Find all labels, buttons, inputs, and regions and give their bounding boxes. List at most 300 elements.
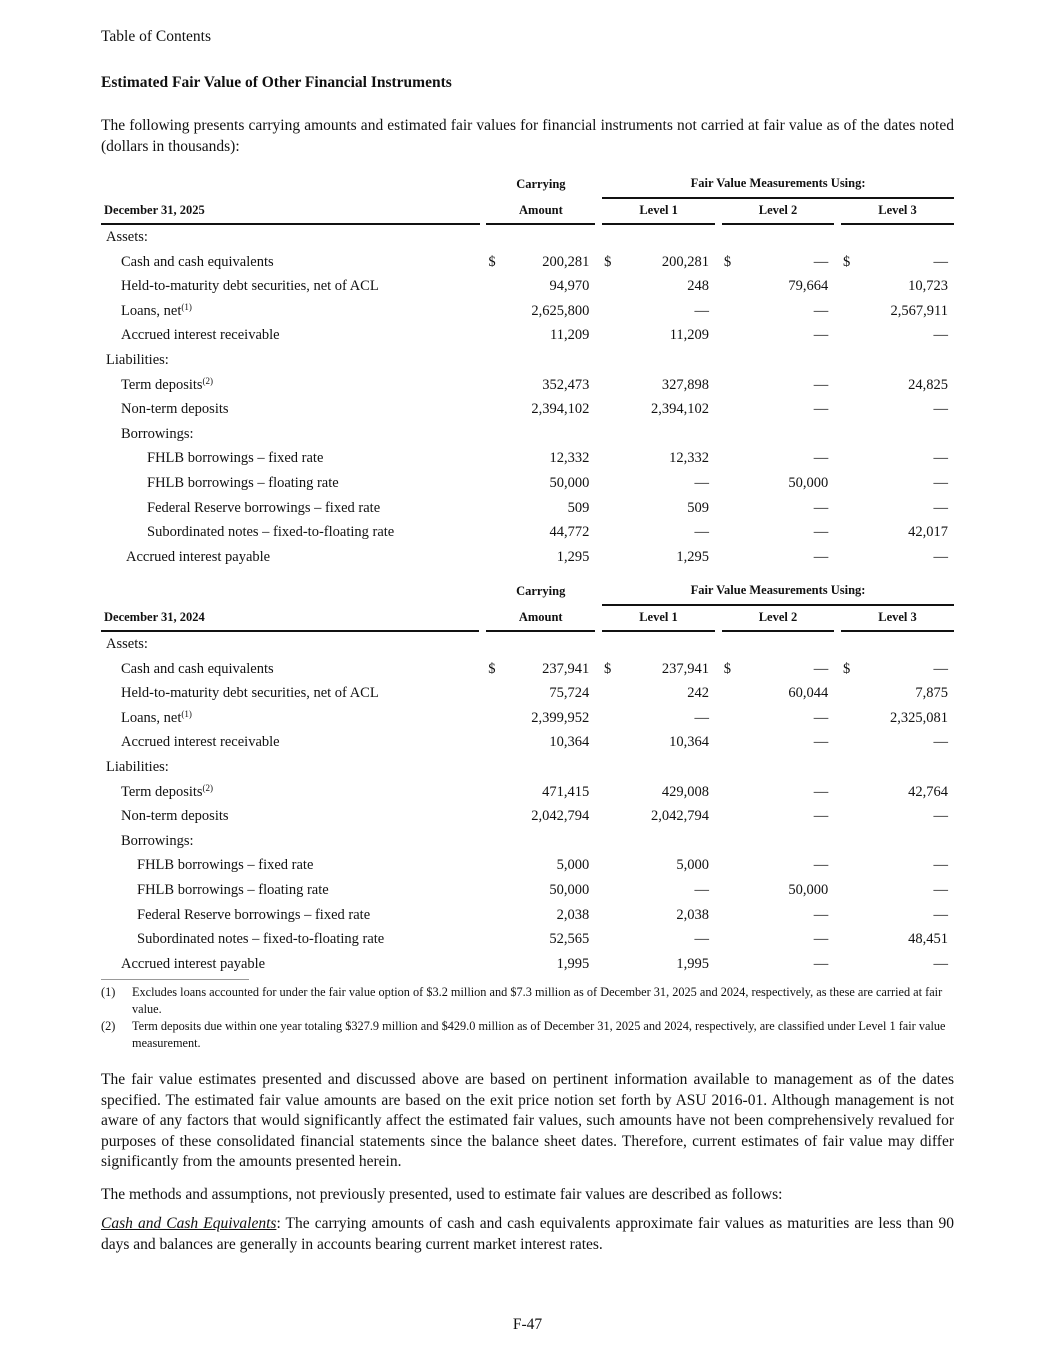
column-gap bbox=[480, 496, 487, 521]
currency-symbol bbox=[722, 706, 740, 731]
value-level3: 42,764 bbox=[908, 783, 948, 800]
footnote-reference: (1) bbox=[181, 301, 192, 312]
column-gap bbox=[479, 878, 486, 903]
currency-symbol bbox=[602, 274, 620, 299]
intro-paragraph: The following presents carrying amounts and estimated fair values for financial instruments not carried at fair value as of the dates noted (dollars in thousands): bbox=[101, 117, 954, 155]
table-row-loans bbox=[101, 299, 954, 324]
column-gap bbox=[595, 854, 602, 879]
currency-symbol: $ bbox=[723, 253, 732, 270]
table-row-htm bbox=[101, 274, 954, 299]
column-gap bbox=[480, 397, 487, 422]
value-level1: 1,995 bbox=[676, 955, 709, 972]
currency-symbol bbox=[486, 878, 504, 903]
currency-symbol bbox=[486, 299, 504, 324]
table-row-subnotes bbox=[101, 927, 954, 952]
currency-symbol bbox=[486, 324, 504, 349]
column-gap bbox=[595, 496, 602, 521]
currency-symbol: $ bbox=[488, 253, 496, 270]
fair-value-group-header: Fair Value Measurements Using: bbox=[602, 578, 954, 606]
column-gap bbox=[595, 681, 602, 706]
column-gap bbox=[479, 706, 486, 731]
table-row-htm bbox=[101, 681, 954, 706]
level1-header: Level 1 bbox=[602, 199, 715, 226]
column-gap bbox=[834, 447, 841, 472]
currency-symbol: $ bbox=[843, 253, 851, 270]
footnote-2 bbox=[101, 1018, 954, 1051]
currency-symbol bbox=[841, 927, 859, 952]
currency-symbol bbox=[486, 952, 504, 977]
currency-symbol bbox=[722, 496, 740, 521]
row-label-text: Accrued interest receivable bbox=[121, 734, 280, 751]
row-label-text: Cash and cash equivalents bbox=[121, 660, 274, 677]
column-gap bbox=[834, 471, 841, 496]
value-carrying-amount: 50,000 bbox=[549, 474, 590, 491]
column-gap bbox=[480, 299, 487, 324]
table-row-frb-fixed bbox=[101, 496, 954, 521]
value-level2: — bbox=[813, 709, 829, 726]
value-level3: — bbox=[933, 253, 948, 270]
column-gap bbox=[715, 274, 722, 299]
value-level2: — bbox=[813, 955, 829, 972]
row-label bbox=[101, 250, 480, 275]
row-label bbox=[101, 780, 479, 805]
liabilities-section-label bbox=[101, 755, 954, 780]
column-gap bbox=[595, 731, 602, 756]
value-level1: — bbox=[694, 709, 709, 726]
currency-symbol bbox=[841, 447, 859, 472]
column-gap bbox=[834, 373, 841, 398]
column-gap bbox=[715, 373, 722, 398]
value-level3: 48,451 bbox=[908, 931, 948, 948]
row-label-text: Non-term deposits bbox=[121, 401, 229, 418]
value-level3: — bbox=[933, 881, 948, 898]
row-label-text: FHLB borrowings – floating rate bbox=[137, 881, 329, 898]
row-label-text: Term deposits bbox=[121, 376, 203, 393]
value-level3: — bbox=[933, 548, 948, 565]
level3-header: Level 3 bbox=[841, 606, 954, 633]
column-gap bbox=[595, 706, 602, 731]
value-level1: — bbox=[694, 302, 710, 319]
value-carrying-amount: 471,415 bbox=[542, 783, 590, 800]
currency-symbol bbox=[486, 903, 504, 928]
value-level2: — bbox=[813, 376, 829, 393]
value-carrying-amount: 5,000 bbox=[556, 857, 590, 874]
assets-section-label bbox=[101, 225, 954, 250]
currency-symbol bbox=[602, 397, 620, 422]
row-label bbox=[101, 927, 479, 952]
column-gap bbox=[480, 250, 487, 275]
column-gap bbox=[715, 496, 722, 521]
footnote-text: Term deposits due within one year totaling $327.9 million and $429.0 million as of December 31, 2025 and 2024, respectively, are classified under Level 1 fair value measurement. bbox=[132, 1019, 946, 1050]
column-gap bbox=[834, 804, 841, 829]
column-gap bbox=[834, 854, 841, 879]
borrowings-section-label bbox=[101, 829, 954, 854]
column-gap bbox=[715, 324, 722, 349]
column-gap bbox=[595, 952, 602, 977]
currency-symbol: $ bbox=[723, 660, 732, 677]
row-label bbox=[101, 545, 480, 570]
row-label bbox=[101, 731, 479, 756]
table-row-subnotes bbox=[101, 520, 954, 545]
row-label-text: FHLB borrowings – floating rate bbox=[147, 474, 339, 491]
currency-symbol bbox=[602, 854, 620, 879]
cash-equivalents-heading: Cash and Cash Equivalents bbox=[101, 1215, 277, 1232]
value-level2: — bbox=[813, 734, 829, 751]
currency-symbol bbox=[486, 496, 504, 521]
table-row-frb-fixed bbox=[101, 903, 954, 928]
column-gap bbox=[834, 274, 841, 299]
row-label-text: Federal Reserve borrowings – fixed rate bbox=[137, 906, 371, 923]
currency-symbol bbox=[486, 731, 504, 756]
currency-symbol bbox=[841, 471, 859, 496]
value-carrying-amount: 11,209 bbox=[550, 327, 590, 344]
table-row-fhlb-float bbox=[101, 471, 954, 496]
value-level2: 79,664 bbox=[788, 278, 829, 295]
value-carrying-amount: 10,364 bbox=[549, 734, 590, 751]
level2-header: Level 2 bbox=[722, 199, 834, 226]
currency-symbol bbox=[602, 731, 620, 756]
value-level3: 2,325,081 bbox=[890, 709, 948, 726]
column-gap bbox=[715, 927, 722, 952]
column-gap bbox=[479, 854, 486, 879]
currency-symbol bbox=[602, 324, 620, 349]
row-label-text: Accrued interest payable bbox=[121, 955, 266, 972]
column-gap bbox=[480, 447, 487, 472]
column-gap bbox=[480, 274, 487, 299]
table-row-term bbox=[101, 780, 954, 805]
row-label bbox=[101, 681, 479, 706]
currency-symbol bbox=[841, 299, 859, 324]
page-number: F-47 bbox=[512, 1316, 543, 1333]
value-level3: — bbox=[933, 906, 948, 923]
currency-symbol: $ bbox=[604, 660, 612, 677]
column-gap bbox=[834, 681, 841, 706]
value-level2: — bbox=[813, 524, 829, 541]
table-row-cash bbox=[101, 250, 954, 275]
currency-symbol bbox=[602, 804, 620, 829]
column-gap bbox=[834, 780, 841, 805]
column-gap bbox=[479, 657, 486, 682]
column-gap bbox=[715, 397, 722, 422]
currency-symbol bbox=[602, 471, 620, 496]
table-row-nonterm bbox=[101, 804, 954, 829]
currency-symbol bbox=[722, 545, 740, 570]
table-row-loans bbox=[101, 706, 954, 731]
column-gap bbox=[715, 299, 722, 324]
currency-symbol bbox=[602, 520, 620, 545]
value-level3: 42,017 bbox=[908, 524, 948, 541]
currency-symbol bbox=[841, 952, 859, 977]
value-level1: 242 bbox=[687, 685, 709, 702]
value-level3: 24,825 bbox=[908, 376, 948, 393]
value-level3: — bbox=[933, 499, 948, 516]
value-level1: 327,898 bbox=[661, 376, 710, 393]
column-gap bbox=[595, 324, 602, 349]
column-gap bbox=[715, 681, 722, 706]
liabilities-section-label-text: Liabilities: bbox=[106, 758, 169, 775]
row-label-text: Held-to-maturity debt securities, net of ACL bbox=[121, 278, 379, 295]
value-level1: 200,281 bbox=[661, 253, 710, 270]
currency-symbol bbox=[841, 496, 859, 521]
currency-symbol bbox=[722, 520, 740, 545]
row-label bbox=[101, 854, 479, 879]
currency-symbol bbox=[841, 520, 859, 545]
footnote-divider bbox=[101, 979, 249, 980]
row-label bbox=[101, 397, 480, 422]
value-level2: — bbox=[813, 783, 829, 800]
section-title: Estimated Fair Value of Other Financial Instruments bbox=[101, 74, 452, 91]
column-gap bbox=[595, 520, 602, 545]
currency-symbol bbox=[841, 731, 859, 756]
column-gap bbox=[595, 447, 602, 472]
assets-section-label-text: Assets: bbox=[106, 228, 148, 245]
column-gap bbox=[834, 496, 841, 521]
value-level2: — bbox=[813, 450, 829, 467]
column-gap bbox=[595, 927, 602, 952]
value-carrying-amount: 237,941 bbox=[542, 660, 590, 677]
column-gap bbox=[479, 952, 486, 977]
row-label-text: Subordinated notes – fixed-to-floating rate bbox=[137, 931, 385, 948]
column-gap bbox=[480, 324, 487, 349]
column-gap bbox=[595, 780, 602, 805]
value-level3: 2,567,911 bbox=[890, 302, 948, 319]
value-level3: — bbox=[933, 857, 948, 874]
currency-symbol bbox=[841, 373, 859, 398]
currency-symbol bbox=[602, 952, 620, 977]
currency-symbol bbox=[722, 903, 740, 928]
value-level1: 248 bbox=[687, 278, 710, 295]
column-gap bbox=[834, 299, 841, 324]
column-gap bbox=[479, 804, 486, 829]
column-gap bbox=[834, 324, 841, 349]
row-label-text: Accrued interest payable bbox=[126, 548, 271, 565]
value-level1: 2,038 bbox=[676, 906, 709, 923]
column-gap bbox=[715, 250, 722, 275]
footnote-marker: (1) bbox=[101, 985, 116, 999]
value-level3: 10,723 bbox=[908, 278, 948, 295]
borrowings-section-label-text: Borrowings: bbox=[121, 832, 194, 849]
table-of-contents-link[interactable]: Table of Contents bbox=[101, 28, 211, 45]
value-level2: — bbox=[813, 302, 829, 319]
cash-equivalents-text: : The carrying amounts of cash and cash equivalents approximate fair values as maturities are less than 90 days and balances are generally in accounts bearing current market interest rates. bbox=[101, 1215, 954, 1253]
currency-symbol bbox=[486, 397, 504, 422]
currency-symbol: $ bbox=[843, 660, 851, 677]
currency-symbol bbox=[486, 447, 504, 472]
value-carrying-amount: 2,042,794 bbox=[531, 808, 590, 825]
column-gap bbox=[480, 373, 487, 398]
column-gap bbox=[834, 706, 841, 731]
currency-symbol bbox=[602, 545, 620, 570]
currency-symbol bbox=[486, 471, 504, 496]
carrying-header-line1: Carrying bbox=[516, 583, 566, 598]
currency-symbol bbox=[722, 471, 740, 496]
value-level1: — bbox=[694, 931, 709, 948]
row-label bbox=[101, 496, 480, 521]
currency-symbol bbox=[602, 903, 620, 928]
row-label bbox=[101, 471, 480, 496]
currency-symbol bbox=[486, 854, 504, 879]
value-level2: — bbox=[813, 253, 829, 270]
value-carrying-amount: 2,038 bbox=[556, 906, 590, 923]
footnote-reference: (1) bbox=[181, 708, 192, 719]
column-gap bbox=[715, 804, 722, 829]
value-level3: — bbox=[933, 734, 948, 751]
liabilities-section-label bbox=[101, 348, 954, 373]
value-level1: 2,042,794 bbox=[650, 808, 709, 825]
currency-symbol bbox=[722, 927, 740, 952]
assets-section-label-text: Assets: bbox=[106, 635, 148, 652]
value-level1: 12,332 bbox=[669, 450, 710, 467]
column-gap bbox=[595, 903, 602, 928]
row-label-text: Held-to-maturity debt securities, net of ACL bbox=[121, 685, 379, 702]
column-gap bbox=[715, 878, 722, 903]
value-level2: — bbox=[813, 327, 829, 344]
footnote-reference: (2) bbox=[202, 782, 214, 793]
value-carrying-amount: 2,399,952 bbox=[531, 709, 590, 726]
value-carrying-amount: 352,473 bbox=[542, 376, 590, 393]
row-label bbox=[101, 952, 479, 977]
currency-symbol bbox=[602, 373, 620, 398]
table-date-header: December 31, 2024 bbox=[101, 606, 479, 633]
column-gap bbox=[715, 854, 722, 879]
currency-symbol bbox=[841, 274, 859, 299]
currency-symbol bbox=[841, 706, 859, 731]
footnote-marker: (2) bbox=[101, 1019, 116, 1033]
methods-paragraph: The methods and assumptions, not previously presented, used to estimate fair values are described as follows: bbox=[101, 1186, 783, 1203]
column-gap bbox=[715, 952, 722, 977]
column-gap bbox=[715, 447, 722, 472]
fair-value-group-header: Fair Value Measurements Using: bbox=[602, 171, 954, 199]
column-gap bbox=[834, 903, 841, 928]
row-label-text: Subordinated notes – fixed-to-floating rate bbox=[147, 524, 395, 541]
value-level1: 11,209 bbox=[669, 327, 710, 344]
carrying-header-line2: Amount bbox=[486, 199, 595, 226]
value-carrying-amount: 44,772 bbox=[549, 524, 590, 541]
currency-symbol bbox=[486, 681, 504, 706]
fair-value-table-2024 bbox=[101, 578, 954, 977]
currency-symbol: $ bbox=[604, 253, 612, 270]
value-carrying-amount: 50,000 bbox=[549, 881, 590, 898]
column-gap bbox=[595, 397, 602, 422]
column-gap bbox=[479, 681, 486, 706]
column-gap bbox=[595, 878, 602, 903]
table-row-aip bbox=[101, 952, 954, 977]
row-label-text: Loans, net bbox=[121, 709, 182, 726]
currency-symbol bbox=[841, 804, 859, 829]
currency-symbol bbox=[841, 878, 859, 903]
column-gap bbox=[715, 780, 722, 805]
column-gap bbox=[834, 250, 841, 275]
column-gap bbox=[595, 657, 602, 682]
value-level2: — bbox=[813, 548, 829, 565]
value-level3: — bbox=[933, 808, 948, 825]
table-row-air bbox=[101, 731, 954, 756]
currency-symbol: $ bbox=[488, 660, 496, 677]
column-gap bbox=[834, 657, 841, 682]
value-level1: 10,364 bbox=[669, 734, 709, 751]
value-carrying-amount: 52,565 bbox=[549, 931, 590, 948]
currency-symbol bbox=[841, 854, 859, 879]
value-level2: — bbox=[813, 401, 829, 418]
column-gap bbox=[715, 706, 722, 731]
currency-symbol bbox=[486, 804, 504, 829]
value-level2: — bbox=[813, 808, 829, 825]
column-gap bbox=[479, 731, 486, 756]
value-level2: 50,000 bbox=[788, 474, 829, 491]
value-level1: 429,008 bbox=[661, 783, 709, 800]
currency-symbol bbox=[841, 903, 859, 928]
value-level3: — bbox=[933, 955, 948, 972]
level3-header: Level 3 bbox=[841, 199, 954, 226]
fair-value-table-2025 bbox=[101, 171, 954, 570]
column-gap bbox=[715, 903, 722, 928]
row-label bbox=[101, 299, 480, 324]
column-gap bbox=[595, 545, 602, 570]
row-label-text: Federal Reserve borrowings – fixed rate bbox=[147, 499, 381, 516]
assets-section-label bbox=[101, 632, 954, 657]
footnote-reference: (2) bbox=[202, 375, 214, 386]
currency-symbol bbox=[602, 496, 620, 521]
currency-symbol bbox=[722, 780, 740, 805]
currency-symbol bbox=[841, 780, 859, 805]
value-carrying-amount: 12,332 bbox=[549, 450, 590, 467]
currency-symbol bbox=[722, 878, 740, 903]
row-label bbox=[101, 903, 479, 928]
column-gap bbox=[480, 520, 487, 545]
value-carrying-amount: 2,394,102 bbox=[531, 401, 590, 418]
currency-symbol bbox=[486, 706, 504, 731]
row-label bbox=[101, 657, 479, 682]
borrowings-section-label bbox=[101, 422, 954, 447]
column-gap bbox=[480, 545, 487, 570]
row-label bbox=[101, 706, 479, 731]
level1-header: Level 1 bbox=[602, 606, 715, 633]
column-gap bbox=[715, 520, 722, 545]
column-gap bbox=[479, 780, 486, 805]
value-level1: 237,941 bbox=[661, 660, 709, 677]
row-label bbox=[101, 520, 480, 545]
column-gap bbox=[834, 952, 841, 977]
value-level3: — bbox=[933, 401, 948, 418]
row-label bbox=[101, 373, 480, 398]
currency-symbol bbox=[602, 706, 620, 731]
value-level3: — bbox=[933, 474, 948, 491]
footnote-1 bbox=[101, 984, 954, 1017]
currency-symbol bbox=[486, 927, 504, 952]
row-label bbox=[101, 804, 479, 829]
currency-symbol bbox=[602, 681, 620, 706]
table-row-term bbox=[101, 373, 954, 398]
carrying-header-line1: Carrying bbox=[516, 176, 566, 191]
cash-equivalents-paragraph bbox=[101, 1214, 954, 1255]
value-carrying-amount: 509 bbox=[567, 499, 590, 516]
column-gap bbox=[715, 731, 722, 756]
value-level1: 509 bbox=[687, 499, 710, 516]
column-gap bbox=[595, 804, 602, 829]
currency-symbol bbox=[602, 780, 620, 805]
currency-symbol bbox=[841, 324, 859, 349]
currency-symbol bbox=[722, 447, 740, 472]
value-carrying-amount: 2,625,800 bbox=[531, 302, 590, 319]
currency-symbol bbox=[722, 731, 740, 756]
column-gap bbox=[834, 731, 841, 756]
carrying-header-line2: Amount bbox=[486, 606, 595, 633]
value-carrying-amount: 94,970 bbox=[549, 278, 590, 295]
currency-symbol bbox=[722, 952, 740, 977]
footnotes bbox=[101, 984, 954, 1052]
row-label-text: FHLB borrowings – fixed rate bbox=[137, 857, 314, 874]
value-level2: — bbox=[813, 499, 829, 516]
